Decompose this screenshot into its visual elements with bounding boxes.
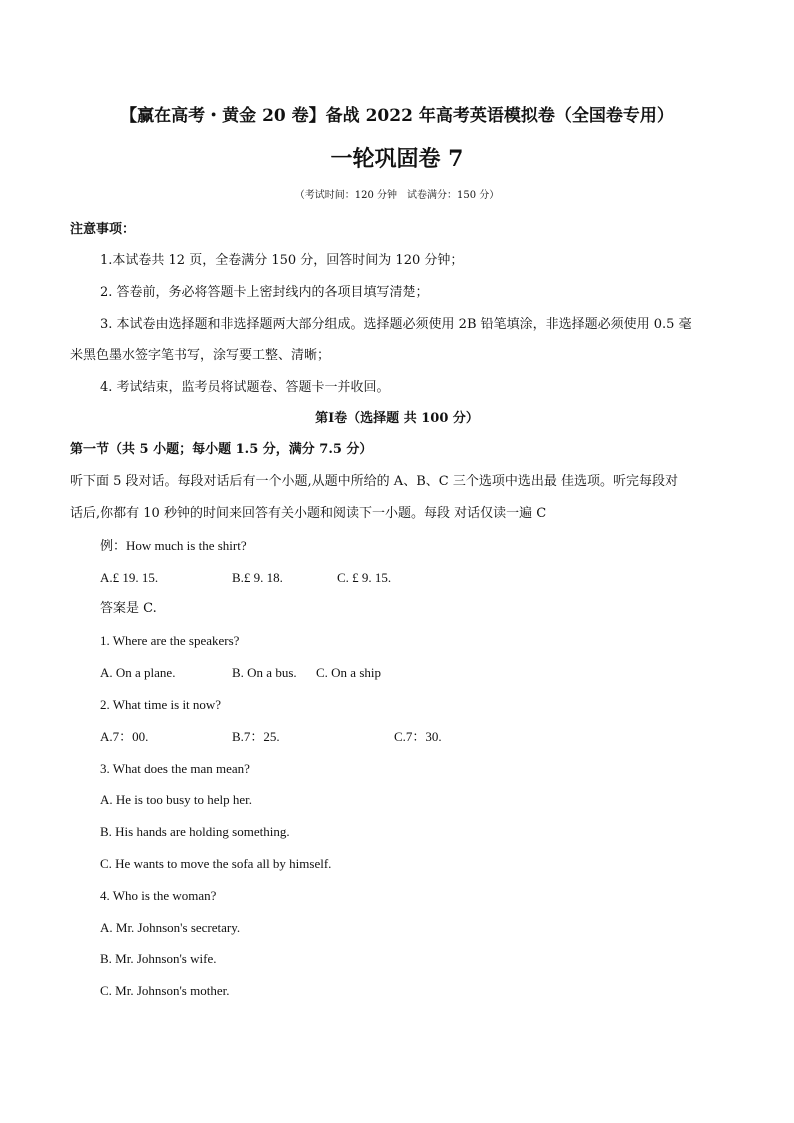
question-1: 1. Where are the speakers? <box>100 633 240 648</box>
question-2-option-a: A.7：00. <box>100 729 149 744</box>
question-1-option-b: B. On a bus. <box>232 665 297 680</box>
question-4: 4. Who is the woman? <box>100 888 217 903</box>
section-title: 第一节（共 5 小题；每小题 1.5 分，满分 7.5 分） <box>70 442 373 457</box>
notice-item: 2. 答卷前，务必将答题卡上密封线内的各项目填写清楚； <box>100 285 429 300</box>
notice-item: 4. 考试结束，监考员将试题卷、答题卡一并收回。 <box>100 380 390 395</box>
notice-heading: 注意事项： <box>70 222 136 237</box>
notice-item: 1.本试卷共 12 页，全卷满分 150 分，回答时间为 120 分钟； <box>100 253 464 268</box>
instructions-line: 话后,你都有 10 秒钟的时间来回答有关小题和阅读下一小题。每段 对话仅读一遍 C <box>70 506 547 521</box>
notice-item: 3. 本试卷由选择题和非选择题两大部分组成。选择题必须使用 2B 铅笔填涂，非选择题必须使用 0.5 毫 <box>100 317 692 332</box>
question-4-option-c: C. Mr. Johnson's mother. <box>100 983 230 998</box>
question-1-option-c: C. On a ship <box>316 665 381 680</box>
instructions-line: 听下面 5 段对话。每段对话后有一个小题,从题中所给的 A、B、C 三个选项中选出最 佳选项。听完每段对 <box>70 474 678 489</box>
example-option-b: B.£ 9. 18. <box>232 570 283 585</box>
question-3-option-a: A. He is too busy to help her. <box>100 792 253 807</box>
question-2: 2. What time is it now? <box>100 697 222 712</box>
document-subtitle: 一轮巩固卷 7 <box>330 146 464 172</box>
document-title: 【赢在高考・黄金 20 卷】备战 2022 年高考英语模拟卷（全国卷专用） <box>120 106 674 126</box>
question-4-option-a: A. Mr. Johnson's secretary. <box>100 920 241 935</box>
notice-item-continuation: 米黑色墨水签字笔书写，涂写要工整、清晰； <box>70 348 331 363</box>
exam-info: （考试时间：120 分钟 试卷满分：150 分） <box>294 190 500 201</box>
question-3-option-c: C. He wants to move the sofa all by himself. <box>100 856 332 871</box>
example-option-c: C. £ 9. 15. <box>337 570 392 585</box>
example-answer: 答案是 C. <box>100 601 157 616</box>
question-3-option-b: B. His hands are holding something. <box>100 824 290 839</box>
example-question: 例：How much is the shirt? <box>100 538 247 553</box>
example-option-a: A.£ 19. 15. <box>100 570 159 585</box>
question-3: 3. What does the man mean? <box>100 761 250 776</box>
question-1-option-a: A. On a plane. <box>100 665 176 680</box>
question-2-option-c: C.7：30. <box>394 729 442 744</box>
part-title: 第Ⅰ卷（选择题 共 100 分） <box>315 411 479 426</box>
question-4-option-b: B. Mr. Johnson's wife. <box>100 951 217 966</box>
question-2-option-b: B.7：25. <box>232 729 280 744</box>
